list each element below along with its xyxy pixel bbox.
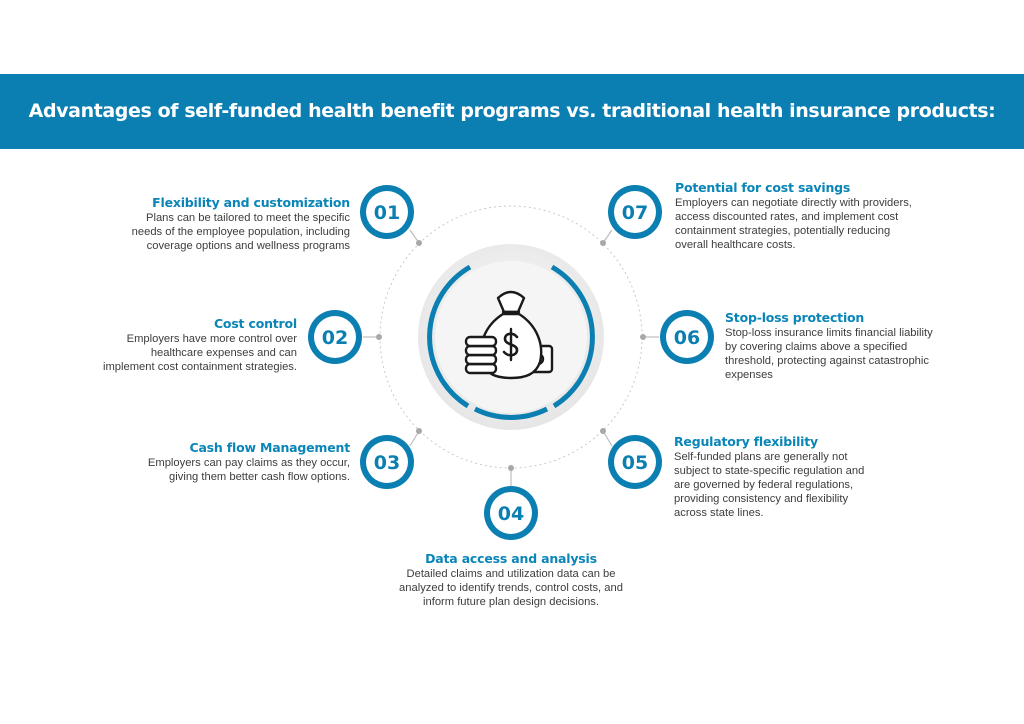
item-cost-control [20, 316, 297, 374]
item-data-access [351, 551, 671, 609]
item-cost-savings [675, 180, 995, 252]
badge-02 [308, 310, 362, 364]
badge-number: 04 [497, 503, 525, 525]
item-cash-flow [60, 440, 350, 484]
item-description: Plans can be tailored to meet the specific needs of the employee population, including coverage options and wellness programs [131, 212, 350, 252]
item-title: Data access and analysis [425, 551, 597, 566]
item-title: Stop-loss protection [725, 310, 865, 325]
badge-number: 07 [621, 202, 649, 224]
badge-number: 06 [673, 327, 701, 349]
page-title: Advantages of self-funded health benefit programs vs. traditional health insurance products: [28, 100, 996, 122]
item-description: Employers have more control over healthcare expenses and can implement cost containment strategies. [102, 333, 297, 373]
badge-04 [484, 486, 538, 540]
item-stop-loss [725, 310, 1015, 382]
item-description: Detailed claims and utilization data can be analyzed to identify trends, control costs, and inform future plan design decisions. [399, 568, 623, 608]
item-title: Cash flow Management [189, 440, 350, 455]
badge-03 [360, 435, 414, 489]
item-flexibility [60, 195, 350, 253]
badge-01 [360, 185, 414, 239]
item-description: Employers can negotiate directly with providers, access discounted rates, and implement cost containment strategies, potentially reducing overall healthcare costs. [675, 197, 912, 251]
badge-07 [608, 185, 662, 239]
badge-05 [608, 435, 662, 489]
badge-number: 05 [621, 452, 649, 474]
item-title: Cost control [213, 316, 297, 331]
badge-06 [660, 310, 714, 364]
badge-number: 03 [373, 452, 401, 474]
item-description: Self-funded plans are generally not subject to state-specific regulation and are governed by federal regulations, providing consistency and flexibility across state lines. [674, 451, 865, 519]
item-description: Stop-loss insurance limits financial liability by covering claims above a specified threshold, protecting against catastrophic expenses [725, 327, 933, 381]
item-title: Regulatory flexibility [674, 434, 818, 449]
item-title: Flexibility and customization [152, 195, 350, 210]
item-regulatory-flexibility [674, 434, 974, 520]
badge-number: 02 [321, 327, 349, 349]
badge-number: 01 [373, 202, 401, 224]
item-title: Potential for cost savings [675, 180, 851, 195]
item-description: Employers can pay claims as they occur, giving them better cash flow options. [147, 457, 350, 483]
